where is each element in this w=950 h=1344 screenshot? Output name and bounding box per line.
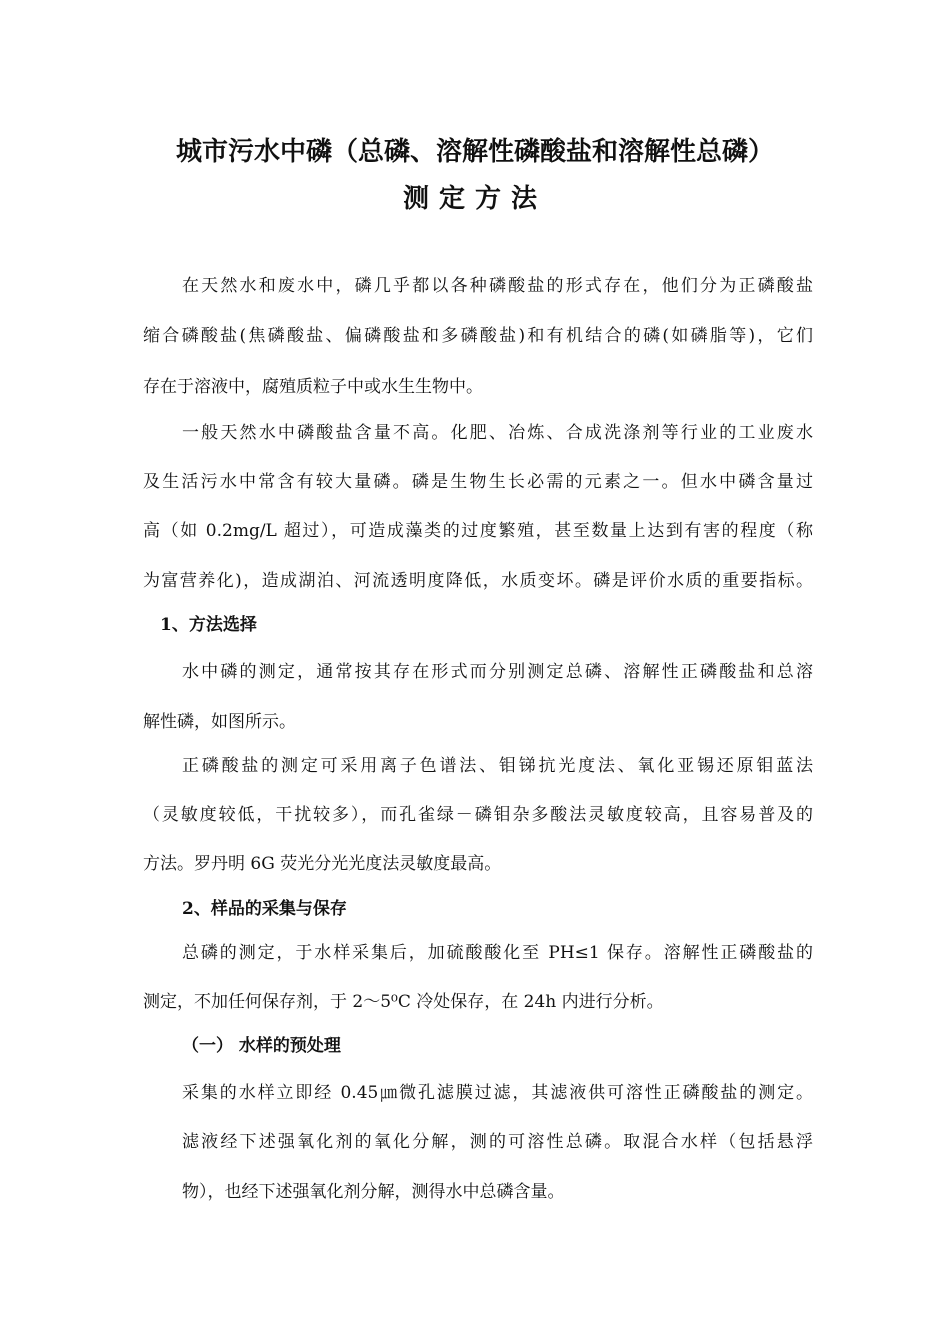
section-heading-pretreatment: （一） 水样的预处理	[182, 1036, 341, 1056]
section-heading-sampling-storage: 2、样品的采集与保存	[182, 899, 347, 919]
paragraph-2-line-1: 一般天然水中磷酸盐含量不高。化肥、冶炼、合成洗涤剂等行业的工业废水	[182, 423, 813, 443]
paragraph-5-line-1: 总磷的测定，于水样采集后，加硫酸酸化至 PH≤1 保存。溶解性正磷酸盐的	[182, 943, 813, 963]
paragraph-1-line-2: 缩合磷酸盐(焦磷酸盐、偏磷酸盐和多磷酸盐)和有机结合的磷(如磷脂等)，它们	[143, 326, 813, 346]
section-heading-method-selection: 1、方法选择	[160, 615, 257, 635]
paragraph-4-line-2: （灵敏度较低，干扰较多），而孔雀绿－磷钼杂多酸法灵敏度较高，且容易普及的	[143, 805, 813, 825]
paragraph-6-line-3: 物），也经下述强氧化剂分解，测得水中总磷含量。	[182, 1182, 565, 1202]
paragraph-4-line-3: 方法。罗丹明 6G 荧光分光光度法灵敏度最高。	[143, 854, 502, 874]
paragraph-2-line-2: 及生活污水中常含有较大量磷。磷是生物生长必需的元素之一。但水中磷含量过	[143, 472, 813, 492]
paragraph-6-line-2: 滤液经下述强氧化剂的氧化分解，测的可溶性总磷。取混合水样（包括悬浮	[182, 1132, 813, 1152]
paragraph-4-line-1: 正磷酸盐的测定可采用离子色谱法、钼锑抗光度法、氧化亚锡还原钼蓝法	[182, 756, 813, 776]
paragraph-1-line-3: 存在于溶液中，腐殖质粒子中或水生生物中。	[143, 377, 483, 397]
paragraph-3-line-1: 水中磷的测定，通常按其存在形式而分别测定总磷、溶解性正磷酸盐和总溶	[182, 662, 813, 682]
document-title-line-2: 测定方法	[402, 184, 547, 214]
paragraph-5-line-2: 测定，不加任何保存剂，于 2～5⁰C 冷处保存，在 24h 内进行分析。	[143, 992, 664, 1012]
paragraph-2-line-4: 为富营养化)，造成湖泊、河流透明度降低，水质变坏。磷是评价水质的重要指标。	[143, 571, 813, 591]
paragraph-3-line-2: 解性磷，如图所示。	[143, 712, 296, 732]
paragraph-2-line-3: 高（如 0.2mg/L 超过），可造成藻类的过度繁殖，甚至数量上达到有害的程度（称	[143, 521, 813, 541]
paragraph-6-line-1: 采集的水样立即经 0.45㎛微孔滤膜过滤，其滤液供可溶性正磷酸盐的测定。	[182, 1083, 813, 1103]
paragraph-1-line-1: 在天然水和废水中，磷几乎都以各种磷酸盐的形式存在，他们分为正磷酸盐	[182, 276, 813, 296]
document-title-line-1: 城市污水中磷（总磷、溶解性磷酸盐和溶解性总磷）	[175, 137, 774, 167]
